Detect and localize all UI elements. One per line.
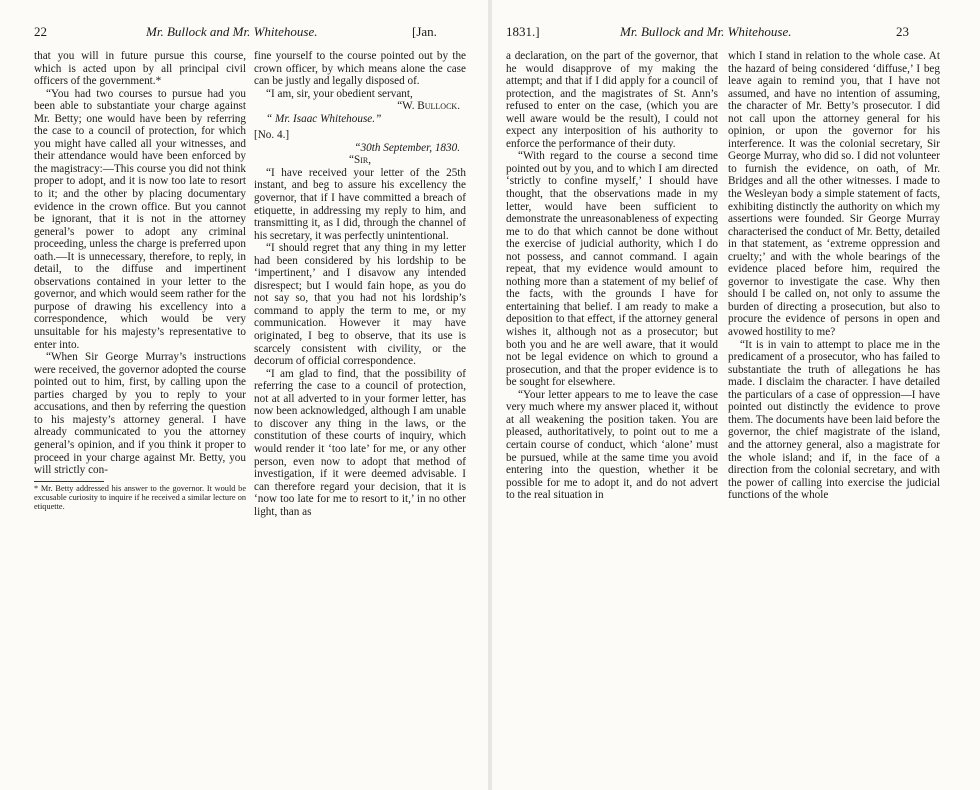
salutation: “Sir, bbox=[349, 154, 371, 167]
right-column-1 bbox=[506, 50, 718, 502]
paragraph: “Your letter appears to me to leave the case very much where my answer placed it, without at all weakening the position taken. You are pleased, authoritatively, to point out to me a certain course of conduct, which ‘alone’ must be pursued, while at the same time you avoid entering into the question, whether it be possible for me to adopt it, and do not advert to the real situation in bbox=[506, 388, 718, 502]
paragraph: “I am glad to find, that the possibility of referring the case to a council of protection, not at all adverted to in your former letter, has now been acknowledged, although I am unable to discover any thing in the laws, or the constitution of these courts of inquiry, which would render it ‘too late’ for me, or any other person, even now to adopt that method of investigation, if it were deemed advisable. I can therefore regard your decision, that it is ‘now too late for me to resort to it,’ in no other light, than as bbox=[254, 367, 466, 518]
footnote-rule bbox=[34, 481, 104, 482]
paragraph: fine yourself to the course pointed out by the crown officer, by which means alone the case can be justly and legally disposed of. bbox=[254, 50, 466, 88]
month-label: [Jan. bbox=[412, 24, 437, 39]
paragraph: “It is in vain to attempt to place me in the predicament of a prosecutor, who has failed to substantiate the truth of allegations he has made. I disclaim the character. I have detailed the particulars of a case of oppression—I have pointed out distinctly the evidence to prove them. The documents have been laid before the governor, the chief magistrate of the island, and the attorney general, also a magistrate for the whole island; and if, in the face of a direction from the colonial secretary, and with the power of calling into exercise the judicial functions of the whole bbox=[728, 338, 940, 502]
right-page-header bbox=[492, 24, 980, 44]
left-page bbox=[0, 0, 488, 790]
right-page bbox=[492, 0, 980, 790]
running-title: Mr. Bullock and Mr. Whitehouse. bbox=[620, 24, 792, 39]
paragraph: “With regard to the course a second time pointed out by you, and to which I am directed ‘strictly to confine myself,’ I should have thought, that the observations made in my letter, would have been sufficient to demonstrate the unreasonableness of expecting me to do that which cannot be done without the exercise of judicial authority, which I do not possess, and cannot command. I again repeat, that my evidence would amount to nothing more than a statement of my belief of the facts, with the grounds I have for entertaining that belief. I am ready to make a deposition to that effect, if the attorney general wishes it, although not as a prosecutor; but both you and he are well aware, that it would not be legal evidence on which to ground a prosecution, and that the proper evidence is to be sought for elsewhere. bbox=[506, 150, 718, 389]
letter-closing: “I am, sir, your obedient servant, bbox=[266, 87, 413, 100]
running-title: Mr. Bullock and Mr. Whitehouse. bbox=[146, 24, 318, 39]
footnote: * Mr. Betty addressed his answer to the governor. It would be excusable curiosity to inquire if he received a similar lecture on etiquette. bbox=[34, 483, 246, 512]
paragraph: “I have received your letter of the 25th instant, and beg to assure his excellency the governor, that if I have committed a breach of etiquette, in addressing my reply to him, and transmitting it, as I did, through the channel of his secretary, it was perfectly unintentional. bbox=[254, 166, 466, 242]
paragraph: “I should regret that any thing in my letter had been considered by his lordship to be ‘impertinent,’ and I disavow any intended disrespect; but I would fain hope, as you do not say so, that you had not his lordship’s command to apply the term to me, or my communication. However it may have originated, I beg to observe, that its use is scarcely consistent with civility, or the decorum of official correspondence. bbox=[254, 242, 466, 368]
letter-date: “30th September, 1830. bbox=[354, 141, 460, 154]
left-page-header bbox=[0, 24, 488, 44]
paragraph: “When Sir George Murray’s instructions were received, the governor adopted the course pointed out to him, first, by calling upon the parties charged by you to reply to your accusations, and then by referring the question to his majesty’s attorney general. I have already communicated to you the attorney general’s opinion, and if you think it proper to proceed in your charge against Mr. Betty, you will strictly con- bbox=[34, 351, 246, 477]
letter-signature: “W. Bullock. bbox=[397, 100, 460, 113]
paragraph: which I stand in relation to the whole case. At the hazard of being considered ‘diffuse,’ I beg leave again to remind you, that I have not assumed, and have no intention of assuming, the character of Mr. Betty’s prosecutor. I did not call upon the attorney general for his opinion, or upon the governor for his interference. It was the colonial secretary, Sir George Murray, who did so. I did not volunteer to furnish the evidence, on oath, of Mr. Bridges and all the other witnesses. I made to the Wesleyan body a simple statement of facts, exhibiting distinctly the authority on which my assertions were founded. Sir George Murray characterised the conduct of Mr. Betty, detailed in that statement, as ‘extreme oppression and cruelty;’ and with the whole bearings of the evidence placed before him, required the governor to investigate the case. Why then should I be called on, not only to assume the burden of directing a prosecution, but also to procure the evidence of persons in open and avowed hostility to me? bbox=[728, 50, 940, 339]
paragraph: a declaration, on the part of the governor, that he would disapprove of my making the attempt; and that if I did apply for a council of protection, and the magistrates of St. Ann’s refused to enter on the case, (which you are well aware would be the result), I could not expect any interposition of his authority to enforce the performance of their duty. bbox=[506, 50, 718, 150]
paragraph: “You had two courses to pursue had you been able to substantiate your charge against Mr. Betty; one would have been by referring the case to a council of protection, for which you might have called all your witnesses, and their attendance would have been enforced by the magistracy:—This course you did not think proper to adopt, and it is now too late to resort to it; and the other by placing documentary evidence in the crown office. But you cannot be ignorant, that it is not in the attorney general’s power to adopt any criminal proceeding, unless the charge is preferred upon oath.—It is unnecessary, therefore, to reply, in detail, to the diffuse and impertinent observations contained in your letter to the governor, and which would seem rather for the purpose of drawing his excellency into a correspondence, which would be very unsuitable for his majesty’s representative to enter into. bbox=[34, 87, 246, 351]
left-column-1 bbox=[34, 50, 246, 512]
paragraph: that you will in future pursue this course, which is acted upon by all principal civil officers of the government.* bbox=[34, 50, 246, 88]
letter-addressee: “ Mr. Isaac Whitehouse.” bbox=[266, 112, 382, 125]
page-number: 22 bbox=[34, 24, 47, 39]
right-column-2 bbox=[728, 50, 940, 502]
year-label: 1831.] bbox=[506, 24, 540, 39]
page-number: 23 bbox=[896, 24, 909, 39]
letter-number: [No. 4.] bbox=[254, 129, 290, 142]
left-column-2 bbox=[254, 50, 466, 518]
